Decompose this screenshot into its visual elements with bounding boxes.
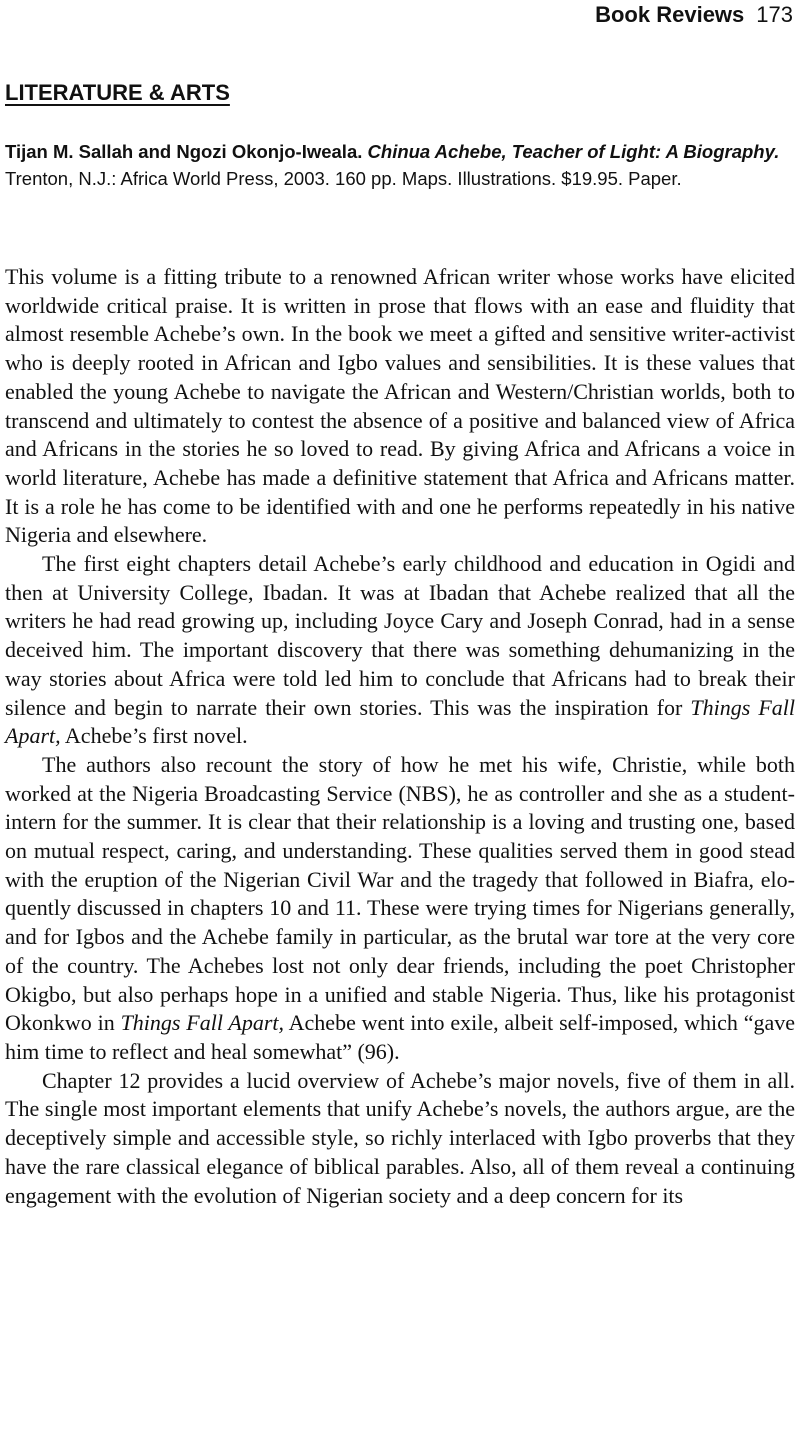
review-paragraph-2 [5, 550, 795, 751]
book-citation [5, 138, 795, 192]
paragraph-3-text: The authors also recount the story of how he met his wife, Christie, while both worked at the Nigeria Broadcasting Service (NBS), he as controller and she as a student-intern for the summer. It is clear that their relationship is a loving and trusting one, based on mutual respect, caring, and understanding. These qualities served them in good stead with the eruption of the Nigerian Civil War and the tragedy that followed in Biafra, eloquently discussed in chapters 10 and 11. These were trying times for Nigerians generally, and for Igbos and the Achebe family in particular, as the brutal war tore at the very core of the country. The Achebes lost not only dear friends, including the poet Christopher Okigbo, but also perhaps hope in a unified and stable Nigeria. Thus, like his protagonist Okonkwo in [5, 751, 795, 1036]
citation-book-title: Chinua Achebe, Teacher of Light: A Biography. [367, 141, 780, 162]
section-title: LITERATURE & ARTS [5, 80, 230, 105]
citation-authors: Tijan M. Sallah and Ngozi Okonjo-Iweala. [5, 141, 363, 162]
page-number: 173 [756, 2, 793, 27]
citation-details: Trenton, N.J.: Africa World Press, 2003. 160 pp. Maps. Illustrations. $19.95. Paper. [5, 168, 682, 189]
running-head-title: Book Reviews [595, 2, 745, 27]
review-paragraph-4: Chapter 12 provides a lucid overview of Achebe’s major novels, five of them in all. The single most important elements that unify Achebe’s novels, the authors argue, are the deceptively simple and accessible style, so richly interlaced with Igbo proverbs that they have the rare classical elegance of biblical parables. Also, all of them reveal a continuing engagement with the evolution of Nigerian society and a deep concern for its [5, 1067, 795, 1208]
book-title-mention: Things Fall Apart, [5, 694, 796, 749]
book-title-mention: Things Fall Apart, [120, 1010, 285, 1036]
review-body [5, 263, 795, 1210]
running-head [595, 0, 793, 30]
review-paragraph-3 [5, 751, 795, 1067]
review-paragraph-1: This volume is a fitting tribute to a renowned African writer whose works have elicited worldwide critical praise. It is written in prose that flows with an ease and fluidity that almost resemble Achebe’s own. In the book we meet a gifted and sensitive writer-activist who is deeply rooted in African and Igbo values and sensibilities. It is these values that enabled the young Achebe to navigate the African and Western/Christian worlds, both to transcend and ultimately to contest the absence of a positive and balanced view of Africa and Africans in the stories he so loved to read. By giving Africa and Africans a voice in world literature, Achebe has made a definitive statement that Africa and Africans matter. It is a role he has come to be identified with and one he performs repeatedly in his native Nigeria and elsewhere. [5, 264, 795, 548]
paragraph-3-text-end: Achebe went into exile, albeit self-imposed, which “gave him time to reflect and heal somewhat” (96). [5, 1010, 795, 1064]
paragraph-2-text-end: Achebe’s first novel. [60, 723, 248, 749]
paragraph-2-text: The first eight chapters detail Achebe’s early childhood and education in Ogidi and then at University College, Ibadan. It was at Ibadan that Achebe realized that all the writers he had read growing up, including Joyce Cary and Joseph Conrad, had in a sense deceived him. The important discovery that there was something dehumanizing in the way stories about Africa were told led him to conclude that Africans had to break their silence and begin to narrate their own stories. This was the inspiration for [5, 551, 795, 720]
